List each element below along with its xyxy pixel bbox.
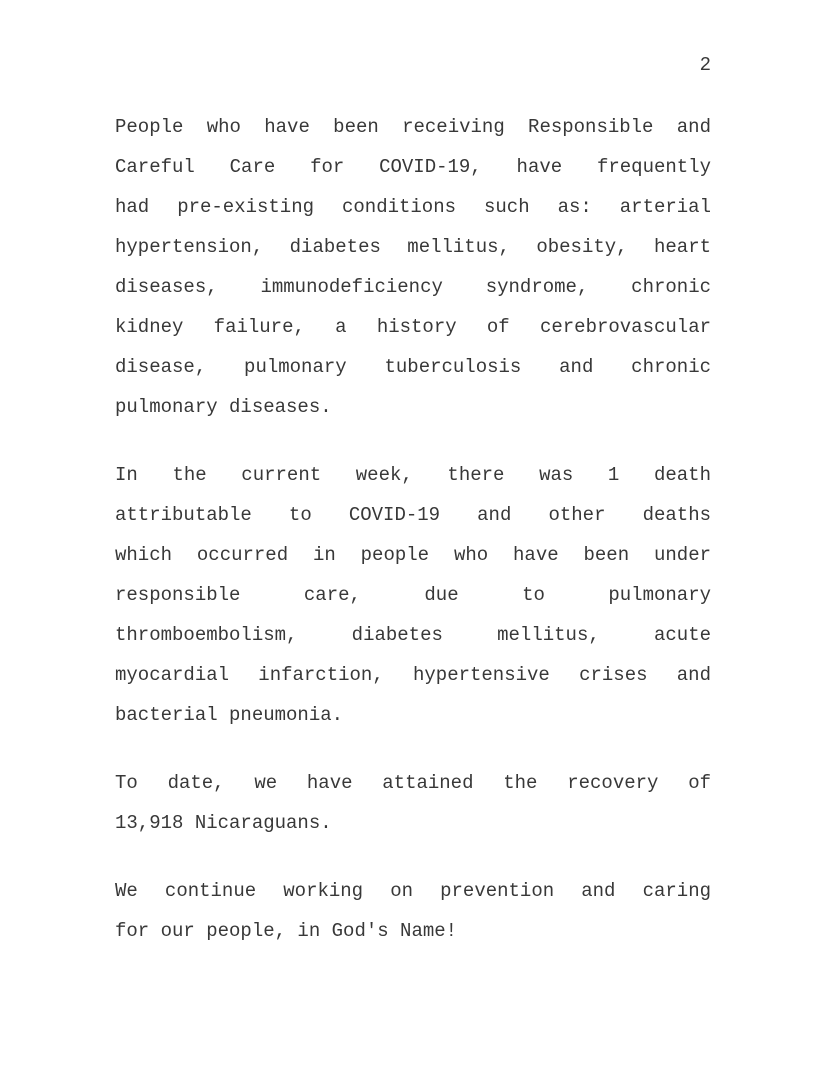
- text-line: We continue working on prevention and caring: [115, 880, 711, 902]
- text-line: hypertension, diabetes mellitus, obesity, heart: [115, 236, 711, 258]
- text-line: In the current week, there was 1 death: [115, 464, 711, 486]
- text-line: responsible care, due to pulmonary: [115, 584, 711, 606]
- page-number: 2: [699, 54, 711, 76]
- text-line: for our people, in God's Name!: [115, 920, 458, 942]
- text-line: Careful Care for COVID-19, have frequently: [115, 156, 711, 178]
- text-line: disease, pulmonary tuberculosis and chronic: [115, 356, 711, 378]
- text-line: had pre-existing conditions such as: arterial: [115, 196, 711, 218]
- text-line: kidney failure, a history of cerebrovascular: [115, 316, 711, 338]
- paragraph: [115, 871, 711, 951]
- paragraph: [115, 107, 711, 427]
- text-line: myocardial infarction, hypertensive crises and: [115, 664, 711, 686]
- paragraph: [115, 455, 711, 735]
- text-line: pulmonary diseases.: [115, 396, 332, 418]
- text-line: thromboembolism, diabetes mellitus, acute: [115, 624, 711, 646]
- text-line: To date, we have attained the recovery of: [115, 772, 711, 794]
- text-line: People who have been receiving Responsible and: [115, 116, 711, 138]
- text-line: which occurred in people who have been under: [115, 544, 711, 566]
- document-body: [115, 107, 711, 951]
- text-line: 13,918 Nicaraguans.: [115, 812, 332, 834]
- text-line: bacterial pneumonia.: [115, 704, 344, 726]
- paragraph: [115, 763, 711, 843]
- text-line: attributable to COVID-19 and other deaths: [115, 504, 711, 526]
- text-line: diseases, immunodeficiency syndrome, chronic: [115, 276, 711, 298]
